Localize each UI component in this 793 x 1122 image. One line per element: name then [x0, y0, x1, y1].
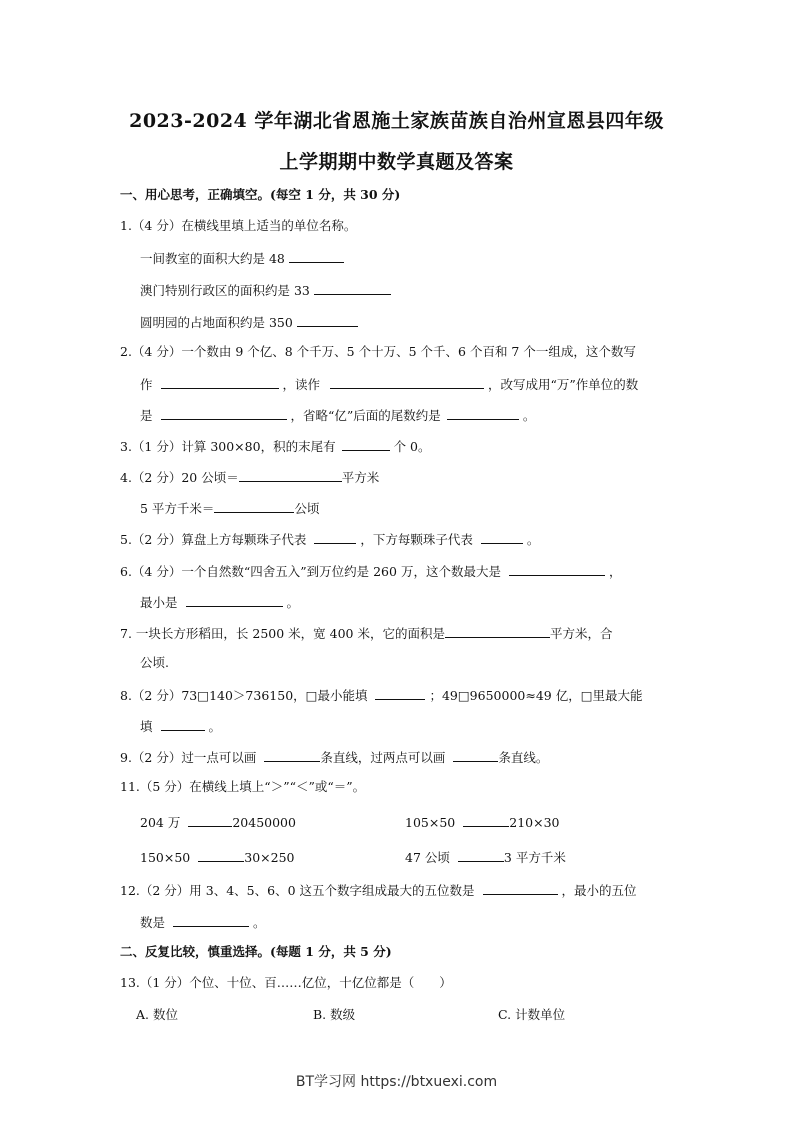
answer-blank[interactable] — [342, 437, 390, 451]
answer-blank[interactable] — [445, 624, 550, 638]
text: 3.（1 分）计算 300×80，积的末尾有 — [120, 439, 336, 454]
text: 204 万 — [140, 815, 181, 830]
text: 8.（2 分）73□140＞736150，□最小能填 — [120, 688, 368, 703]
text: 最小是 — [140, 595, 178, 610]
answer-blank[interactable] — [314, 281, 391, 295]
q11-row2 — [140, 848, 700, 866]
q2-line2 — [140, 375, 638, 393]
text: 一间教室的面积大约是 48 — [140, 251, 285, 266]
text: 作 — [140, 377, 153, 392]
answer-blank[interactable] — [161, 717, 205, 731]
text: 。 — [526, 532, 540, 547]
answer-blank[interactable] — [186, 593, 283, 607]
q8-line1 — [120, 686, 643, 704]
text: ，改写成用“万”作单位的数 — [488, 377, 639, 392]
text: 105×50 — [405, 815, 456, 830]
q7-line2: 公顷. — [140, 655, 169, 670]
q13-stem: 13.（1 分）个位、十位、百……亿位，十亿位都是（ ） — [120, 975, 452, 990]
answer-blank[interactable] — [509, 562, 605, 576]
title-line-2: 上学期期中数学真题及答案 — [279, 151, 514, 173]
q4-b — [140, 499, 319, 517]
answer-blank[interactable] — [463, 813, 509, 827]
text: 。 — [253, 915, 266, 930]
answer-blank[interactable] — [239, 468, 342, 482]
text: 数是 — [140, 915, 166, 930]
q1-b — [140, 281, 395, 299]
text: 20450000 — [232, 815, 296, 830]
text: 圆明园的占地面积约是 350 — [140, 315, 293, 330]
text: 47 公顷 — [405, 850, 450, 865]
title-line-1: 2023-2024 学年湖北省恩施土家族苗族自治州宣恩县四年级 — [129, 110, 664, 132]
text: 条直线，过两点可以画 — [320, 750, 446, 765]
answer-blank[interactable] — [483, 881, 558, 895]
q2-stem: 2.（4 分）一个数由 9 个亿、8 个千万、5 个十万、5 个千、6 个百和 7 个一组成，这个数写 — [120, 344, 636, 359]
q6-line2 — [140, 593, 299, 611]
q7-line1 — [120, 624, 612, 642]
footer-watermark: BT学习网 https://btxuexi.com — [295, 1074, 498, 1090]
text: 公顷 — [294, 501, 320, 516]
text: 9.（2 分）过一点可以画 — [120, 750, 257, 765]
q1-stem: 1.（4 分）在横线里填上适当的单位名称。 — [120, 218, 357, 233]
text: 6.（4 分）一个自然数“四舍五入”到万位约是 260 万，这个数最大是 — [120, 564, 501, 579]
answer-blank[interactable] — [214, 499, 294, 513]
answer-blank[interactable] — [314, 530, 356, 544]
text: 条直线。 — [498, 750, 549, 765]
text: 平方米，合 — [549, 626, 613, 641]
text: 。 — [286, 595, 300, 610]
q5 — [120, 530, 539, 548]
text: 4.（2 分）20 公顷＝ — [120, 470, 239, 485]
text: 澳门特别行政区的面积约是 33 — [140, 283, 310, 298]
text: 个 0。 — [393, 439, 431, 454]
answer-blank[interactable] — [297, 313, 358, 327]
answer-blank[interactable] — [447, 406, 519, 420]
q9 — [120, 748, 548, 766]
text: ，下方每颗珠子代表 — [360, 532, 473, 547]
q13-option-c[interactable]: C. 计数单位 — [498, 1007, 566, 1022]
q1-a — [140, 249, 348, 267]
text: 3 平方千米 — [503, 850, 566, 865]
text: 。 — [208, 719, 222, 734]
q13-option-b[interactable]: B. 数级 — [313, 1007, 356, 1022]
answer-blank[interactable] — [161, 406, 287, 420]
text: 150×50 — [140, 850, 191, 865]
q11-b — [405, 813, 560, 831]
text: ；49□9650000≈49 亿，□里最大能 — [429, 688, 643, 703]
q2-line3 — [140, 406, 535, 424]
answer-blank[interactable] — [375, 686, 425, 700]
q11-d — [405, 848, 566, 866]
q6-line1 — [120, 562, 621, 580]
text: 是 — [140, 408, 153, 423]
text: ，最小的五位 — [561, 883, 637, 898]
q3 — [120, 437, 431, 455]
text: 7. 一块长方形稻田，长 2500 米，宽 400 米，它的面积是 — [120, 626, 445, 641]
text: 平方米 — [341, 470, 380, 485]
section-1-heading: 一、用心思考，正确填空。(每空 1 分，共 30 分) — [120, 187, 401, 202]
text: 。 — [522, 408, 536, 423]
q4-a — [120, 468, 379, 486]
q8-line2 — [140, 717, 221, 735]
q11-stem: 11.（5 分）在横线上填上“＞”“＜”或“＝”。 — [120, 779, 366, 794]
answer-blank[interactable] — [161, 375, 279, 389]
answer-blank[interactable] — [481, 530, 523, 544]
answer-blank[interactable] — [289, 249, 344, 263]
text: 填 — [140, 719, 153, 734]
answer-blank[interactable] — [173, 913, 249, 927]
text: 30×250 — [244, 850, 295, 865]
text: 5 平方千米＝ — [140, 501, 215, 516]
q12-line1 — [120, 881, 637, 899]
answer-blank[interactable] — [198, 848, 244, 862]
answer-blank[interactable] — [330, 375, 484, 389]
answer-blank[interactable] — [188, 813, 232, 827]
text: ， — [608, 564, 622, 579]
q12-line2 — [140, 913, 266, 931]
q11-row1 — [140, 813, 700, 831]
text: 5.（2 分）算盘上方每颗珠子代表 — [120, 532, 307, 547]
text: 12.（2 分）用 3、4、5、6、0 这五个数字组成最大的五位数是 — [120, 883, 475, 898]
text: ，省略“亿”后面的尾数约是 — [290, 408, 441, 423]
answer-blank[interactable] — [264, 748, 320, 762]
text: 210×30 — [509, 815, 560, 830]
q1-c — [140, 313, 362, 331]
text: ，读作 — [282, 377, 321, 392]
section-2-heading: 二、反复比较，慎重选择。(每题 1 分，共 5 分) — [120, 944, 392, 959]
answer-blank[interactable] — [453, 748, 498, 762]
answer-blank[interactable] — [458, 848, 504, 862]
q13-option-a[interactable]: A. 数位 — [136, 1007, 178, 1022]
